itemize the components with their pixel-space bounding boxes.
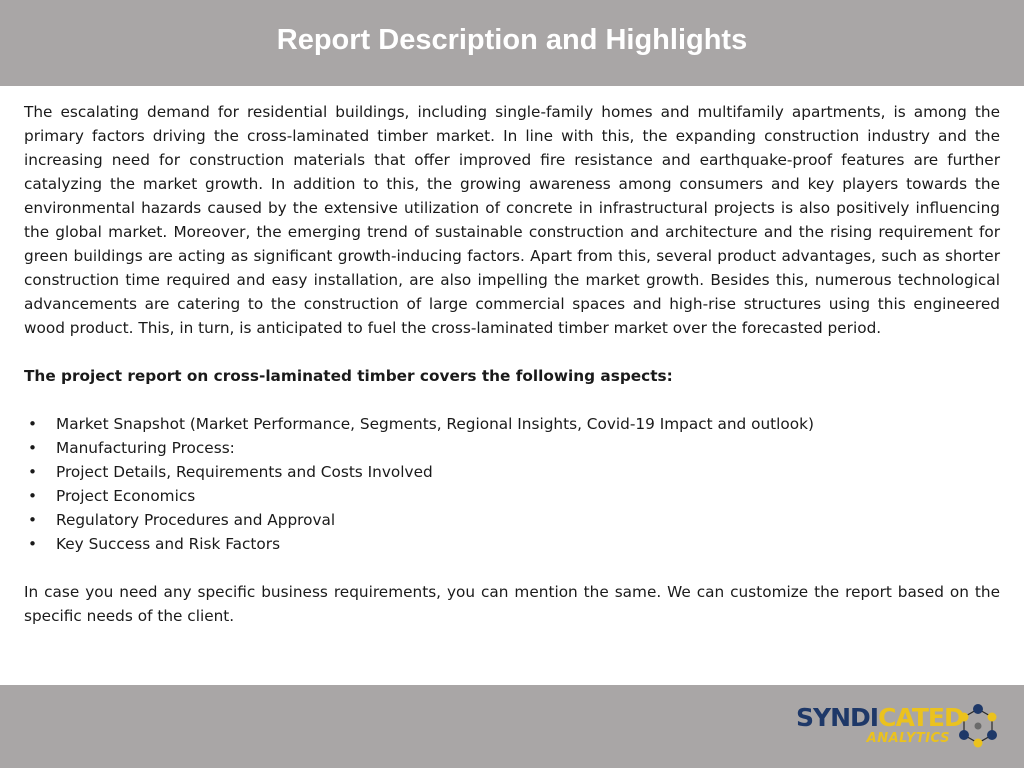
logo-wordmark (796, 703, 964, 749)
bullet: • (28, 463, 38, 481)
bullet: • (28, 511, 38, 529)
aspects-heading: The project report on cross-laminated timber covers the following aspects: (24, 367, 673, 385)
list-item (24, 508, 1000, 532)
list-item (24, 484, 1000, 508)
list-item-text: Project Details, Requirements and Costs Involved (56, 463, 433, 481)
page-title: Report Description and Highlights (276, 23, 748, 56)
bullet: • (28, 439, 38, 457)
list-item-text: Manufacturing Process: (56, 439, 235, 457)
footer-band (0, 685, 1024, 768)
list-item (24, 412, 1000, 436)
syndicated-analytics-logo (796, 701, 1000, 751)
header-band (0, 0, 1024, 86)
intro-paragraph: The escalating demand for residential buildings, including single-family homes and multifamily apartments, is among the primary factors driving the cross-laminated timber market. In line with this, the expanding construction industry and the increasing need for construction materials that offer improved fire resistance and earthquake-proof features are further catalyzing the market growth. In addition to this, the growing awareness among consumers and key players towards the environmental hazards caused by the extensive utilization of concrete in infrastructural projects is also positively influencing the global market. Moreover, the emerging trend of sustainable construction and architecture and the rising requirement for green buildings are acting as significant growth-inducing factors. Apart from this, several product advantages, such as shorter construction time required and easy installation, are also impelling the market growth. Besides this, numerous technological advancements are catering to the construction of large commercial spaces and high-rise structures using this engineered wood product. This, in turn, is anticipated to fuel the cross-laminated timber market over the forecasted period. (24, 103, 1000, 337)
list-item-text: Regulatory Procedures and Approval (56, 511, 336, 529)
list-item (24, 532, 1000, 556)
bullet: • (28, 415, 38, 433)
list-item (24, 460, 1000, 484)
list-item (24, 436, 1000, 460)
closing-paragraph: In case you need any specific business requirements, you can mention the same. We can customize the report based on the specific needs of the client. (24, 583, 1000, 625)
aspects-list (24, 412, 1000, 556)
bullet: • (28, 535, 38, 553)
logo-subtitle: ANALYTICS (866, 731, 950, 746)
bullet: • (28, 487, 38, 505)
list-item-text: Project Economics (56, 487, 196, 505)
logo-word-part1: SYNDI (796, 703, 879, 732)
report-body (24, 100, 1000, 628)
list-item-text: Key Success and Risk Factors (56, 535, 281, 553)
list-item-text: Market Snapshot (Market Performance, Segments, Regional Insights, Covid-19 Impact and outlook) (56, 415, 814, 433)
logo-word-part2: CATED (878, 703, 964, 732)
